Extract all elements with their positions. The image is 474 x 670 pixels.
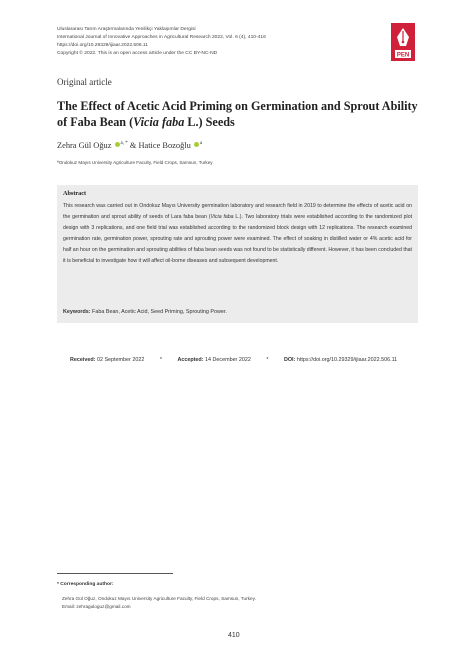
affiliation: ªOndokuz Mayıs University Agriculture Faculty, Field Crops, Samsun, Turkey xyxy=(57,160,213,165)
article-type: Original article xyxy=(57,77,112,87)
abstract-text-2: L.). Two laboratory trials were established according to the randomized plot design with 3 replications, and one field trial was established according to the randomized block design with 12 replications. The research examined germination rate, germination power, sprouting rate and sprouting power were examined. The effect of soaking in distilled water or 4% acetic acid for half an hour on the germination and sprouting abilities of faba bean seeds was not found to be statistically different. However, it has been concluded that it is beneficial to investigate how it will affect oil-borne diseases and subsequent development. xyxy=(63,214,413,264)
corresponding-author-email[interactable]: Email: zehraguloguz@gmail.com xyxy=(62,604,131,609)
author-2-affiliation-mark: a xyxy=(199,141,203,146)
footnote-divider xyxy=(57,573,173,574)
abstract-body xyxy=(63,201,412,267)
date-separator: * xyxy=(266,357,269,363)
page-number: 410 xyxy=(228,632,240,639)
publisher-logo xyxy=(391,23,415,61)
corresponding-author-label: * Corresponding author: xyxy=(57,582,114,587)
orcid-icon[interactable] xyxy=(115,142,120,147)
abstract-text-1: This research was carried out in Ondokuz Mayıs University germination laboratory and research field in 2019 to determine the effects of acetic acid on the germination and sprout ability of seeds of Lara faba bean ( xyxy=(63,203,412,220)
date-separator: * xyxy=(159,357,162,363)
logo-text: PEN xyxy=(396,52,410,59)
accepted-label: Accepted: xyxy=(177,357,204,363)
received-date: 02 September 2022 xyxy=(95,357,145,363)
journal-header xyxy=(57,26,387,58)
abstract-species: Vicia faba xyxy=(210,214,234,220)
journal-name-tr: Uluslararası Tarım Araştırmalarında Yenilikçi Yaklaşımlar Dergisi xyxy=(57,27,196,32)
abstract-box xyxy=(57,185,418,323)
journal-doi[interactable]: https://doi.org/10.29329/ijiaar.2022.506.11 xyxy=(57,43,148,48)
author-2[interactable]: Hatice Bozoğlu xyxy=(138,141,191,150)
title-species: Vicia faba xyxy=(133,115,185,129)
keywords-list: Faba Bean, Acetic Acid, Seed Priming, Sprouting Power. xyxy=(90,309,227,315)
corresponding-author-address: Zehra Gül Oğuz, Ondokuz Mayıs University Agriculture Faculty, Field Crops, Samsun, Turkey. xyxy=(62,596,256,601)
author-1[interactable]: Zehra Gül Oğuz xyxy=(57,141,112,150)
orcid-icon[interactable] xyxy=(194,142,199,147)
abstract-heading: Abstract xyxy=(63,190,87,197)
title-part-2: L.) Seeds xyxy=(184,115,235,129)
copyright-line: Copyright © 2022. This is an open access article under the CC BY-NC-ND xyxy=(57,51,218,56)
title-part-1: The Effect of Acetic Acid Priming on Germination and Sprout Ability of Faba Bean ( xyxy=(57,99,418,129)
journal-name-en: International Journal of Innovative Approaches in Agricultural Research 2022, Vol. 6 (4), 410-416 xyxy=(57,35,266,40)
doi-label: DOI: xyxy=(283,357,296,363)
doi-link[interactable]: https://doi.org/10.29329/ijiaar.2022.506.11 xyxy=(295,357,398,363)
article-dates xyxy=(70,357,397,363)
author-1-affiliation-mark: a, * xyxy=(120,141,128,146)
author-list xyxy=(57,141,202,150)
received-label: Received: xyxy=(70,357,96,363)
author-separator: & xyxy=(127,141,139,150)
article-title xyxy=(57,98,427,130)
keywords-label: Keywords: xyxy=(63,309,91,315)
keywords xyxy=(63,309,227,315)
corresponding-author-heading xyxy=(57,582,114,587)
accepted-date: 14 December 2022 xyxy=(203,357,251,363)
